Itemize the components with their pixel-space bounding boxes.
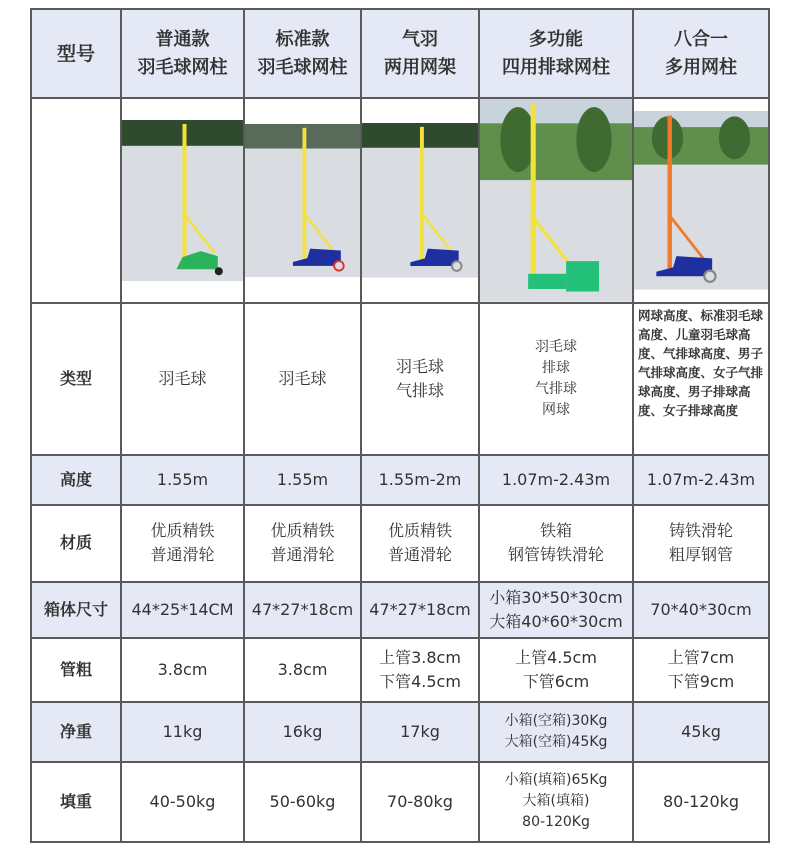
spec-value: 铸铁滑轮: [668, 521, 733, 541]
spec-label: 管粗: [31, 638, 121, 702]
spec-value: 16kg: [282, 721, 323, 741]
spec-row: [31, 638, 769, 702]
spec-value: 下管9cm: [667, 671, 735, 691]
model-name-line: 气羽: [402, 28, 438, 50]
product-photo: [479, 98, 633, 303]
empty-label-cell: [31, 98, 121, 303]
model-name-cell: [361, 9, 479, 98]
spec-value-cell: [633, 455, 769, 505]
spec-row: [31, 455, 769, 505]
product-photo: [633, 98, 769, 303]
model-name-line: 四用排球网柱: [502, 56, 610, 78]
spec-value: 网球: [542, 401, 570, 418]
spec-value: 44*25*14CM: [131, 599, 234, 619]
spec-value: 大箱40*60*30cm: [489, 611, 623, 631]
model-name-line: 羽毛球网柱: [257, 56, 348, 78]
spec-value-cell: [244, 762, 361, 842]
spec-value-cell: [361, 762, 479, 842]
model-name-cell: [633, 9, 769, 98]
spec-value-cell: [244, 455, 361, 505]
model-name-line: 羽毛球网柱: [137, 56, 228, 78]
spec-value: 47*27*18cm: [369, 599, 471, 619]
spec-value-cell: [479, 762, 633, 842]
spec-value-cell: [121, 638, 244, 702]
header-row: [31, 9, 769, 98]
spec-value: 优质精铁: [387, 521, 452, 541]
spec-value: 小箱(填箱)65Kg: [504, 772, 608, 789]
spec-value-cell: [121, 702, 244, 762]
spec-value-cell: [633, 762, 769, 842]
model-name-line: 标准款: [275, 28, 330, 50]
spec-value-cell: [479, 638, 633, 702]
product-photo: [244, 98, 361, 303]
spec-value: 1.55m: [276, 469, 329, 489]
spec-value: 下管4.5cm: [379, 671, 461, 691]
spec-value: 1.55m-2m: [378, 469, 462, 489]
spec-value: 钢管铸铁滑轮: [507, 545, 604, 565]
spec-value-cell: [361, 582, 479, 638]
spec-value: 气排球: [395, 380, 444, 400]
spec-row: [31, 505, 769, 582]
model-name-cell: [479, 9, 633, 98]
net-post-photo-graphic: [480, 99, 632, 302]
spec-value: 1.55m: [156, 469, 209, 489]
spec-value: 网球高度、标准羽毛球高度、儿童羽毛球高度、气排球高度、男子气排球高度、女子气排球高度、男子排球高度、女子排球高度: [638, 307, 764, 418]
spec-value: 普通滑轮: [150, 545, 215, 565]
spec-value: 大箱(空箱)45Kg: [504, 733, 608, 750]
spec-label: 材质: [31, 505, 121, 582]
spec-value-cell: [633, 702, 769, 762]
model-name-line: 多功能: [529, 28, 583, 50]
spec-row: [31, 303, 769, 455]
spec-value: 小箱(空箱)30Kg: [504, 712, 608, 729]
model-label: 型号: [31, 9, 121, 98]
spec-label: 填重: [31, 762, 121, 842]
net-post-photo-graphic: [245, 124, 360, 277]
net-post-photo-graphic: [362, 123, 478, 278]
spec-value-cell: [121, 303, 244, 455]
spec-value-cell: [479, 455, 633, 505]
spec-value: 粗厚钢管: [668, 545, 733, 565]
spec-value-cell: [633, 505, 769, 582]
spec-value: 3.8cm: [277, 659, 328, 679]
spec-value-cell: [479, 702, 633, 762]
spec-value: 70*40*30cm: [650, 599, 752, 619]
spec-value: 上管7cm: [667, 647, 735, 667]
image-row: [31, 98, 769, 303]
spec-value: 45kg: [681, 721, 721, 741]
spec-value: 铁箱: [539, 521, 572, 541]
spec-value: 11kg: [162, 721, 203, 741]
spec-value: 1.07m-2.43m: [646, 469, 756, 489]
spec-value-cell: [361, 303, 479, 455]
spec-value: 50-60kg: [269, 791, 336, 811]
spec-value: 羽毛球: [395, 356, 444, 376]
net-post-photo-graphic: [634, 111, 768, 290]
spec-row: [31, 702, 769, 762]
spec-value: 小箱30*50*30cm: [489, 587, 623, 607]
net-post-photo-graphic: [122, 120, 243, 281]
spec-value-cell: [244, 303, 361, 455]
spec-row: [31, 582, 769, 638]
spec-value: 40-50kg: [149, 791, 216, 811]
spec-value: 普通滑轮: [270, 545, 335, 565]
model-name-line: 八合一: [674, 28, 728, 50]
spec-value: 下管6cm: [522, 671, 590, 691]
product-photo: [121, 98, 244, 303]
model-name-cell: [244, 9, 361, 98]
spec-value: 70-80kg: [387, 791, 453, 811]
spec-value: 17kg: [400, 721, 440, 741]
spec-label: 高度: [31, 455, 121, 505]
spec-value-cell: [121, 762, 244, 842]
model-name-cell: [121, 9, 244, 98]
spec-value-cell: [633, 303, 769, 455]
spec-value-cell: [633, 638, 769, 702]
spec-value-cell: [361, 638, 479, 702]
model-name-line: 多用网柱: [665, 56, 737, 78]
spec-value: 优质精铁: [150, 521, 215, 541]
model-name-line: 普通款: [155, 28, 210, 50]
spec-value: 羽毛球: [158, 368, 207, 388]
spec-value-cell: [244, 505, 361, 582]
spec-value: 80-120kg: [662, 791, 740, 811]
spec-value-cell: [361, 505, 479, 582]
spec-value: 47*27*18cm: [251, 599, 354, 619]
model-name-line: 两用网架: [384, 56, 456, 78]
spec-value-cell: [121, 505, 244, 582]
spec-value-cell: [244, 638, 361, 702]
spec-label: 箱体尺寸: [31, 582, 121, 638]
spec-value: 80-120Kg: [522, 814, 590, 831]
spec-value-cell: [479, 505, 633, 582]
spec-value-cell: [244, 702, 361, 762]
spec-value: 羽毛球: [278, 368, 327, 388]
spec-value: 上管3.8cm: [379, 647, 461, 667]
spec-value-cell: [361, 702, 479, 762]
spec-row: [31, 762, 769, 842]
spec-value-cell: [121, 455, 244, 505]
spec-value: 上管4.5cm: [515, 647, 597, 667]
spec-value: 排球: [542, 359, 570, 376]
spec-value: 普通滑轮: [387, 545, 452, 565]
spec-value-cell: [121, 582, 244, 638]
spec-value: 大箱(填箱): [522, 793, 590, 810]
spec-value-cell: [633, 582, 769, 638]
spec-label: 净重: [31, 702, 121, 762]
spec-label: 类型: [31, 303, 121, 455]
product-photo: [361, 98, 479, 303]
spec-value-cell: [479, 303, 633, 455]
spec-value: 优质精铁: [270, 521, 335, 541]
spec-value-cell: [361, 455, 479, 505]
spec-value: 羽毛球: [535, 338, 577, 355]
spec-value: 1.07m-2.43m: [501, 469, 611, 489]
spec-value-cell: [479, 582, 633, 638]
spec-value-cell: [244, 582, 361, 638]
spec-value: 气排球: [535, 380, 577, 397]
spec-value: 3.8cm: [157, 659, 208, 679]
product-comparison-table: [30, 8, 770, 843]
